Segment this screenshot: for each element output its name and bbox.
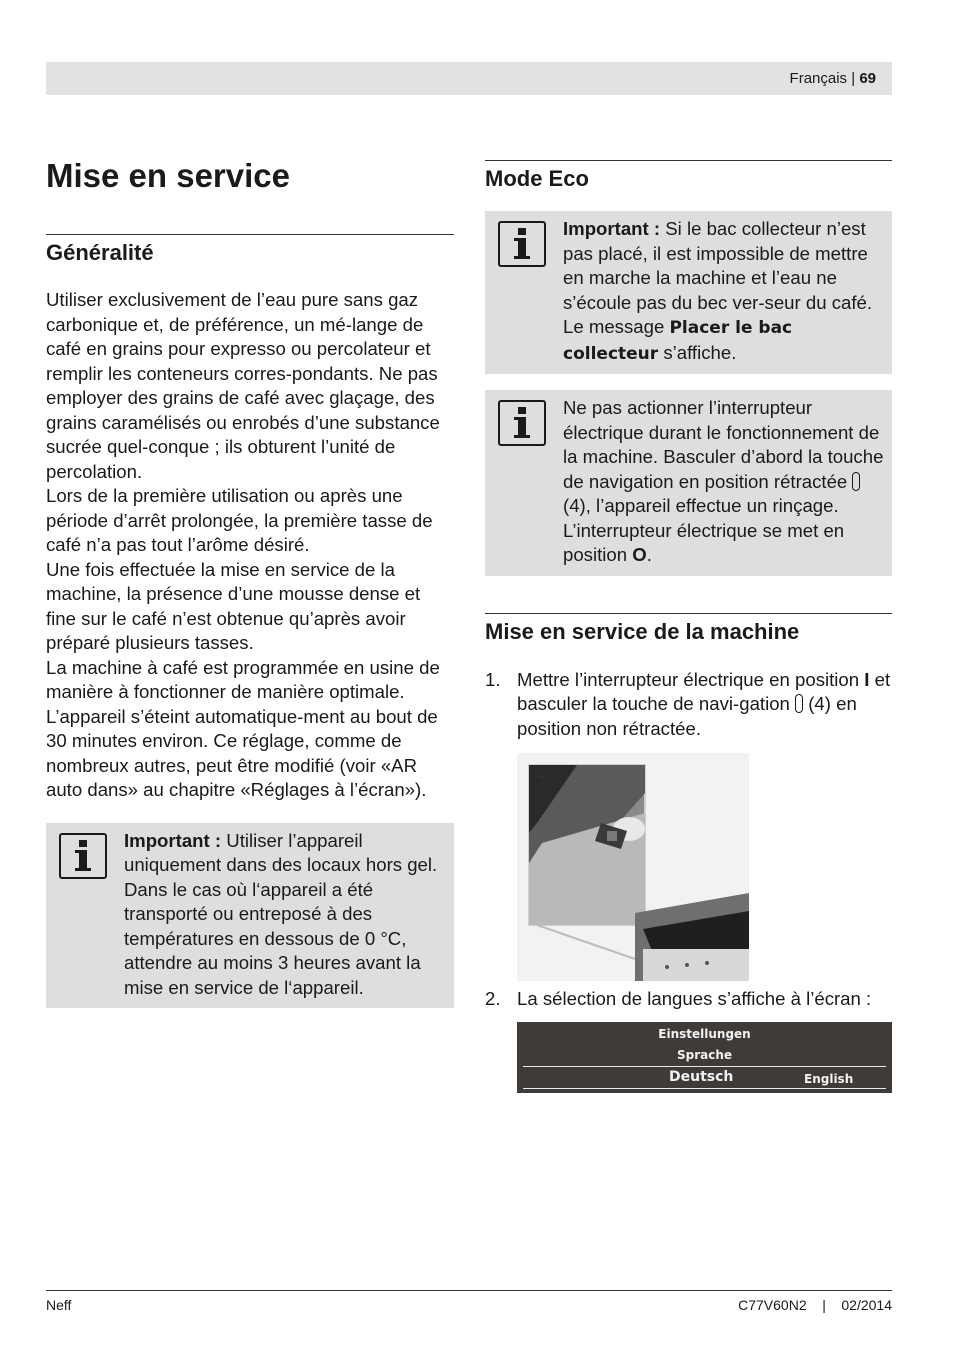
page-header bbox=[46, 62, 892, 95]
info-icon bbox=[498, 221, 546, 267]
step-number: 2. bbox=[485, 988, 501, 1009]
right-column bbox=[485, 160, 892, 1093]
section-divider bbox=[485, 160, 892, 161]
figure-number: 7 bbox=[537, 773, 546, 790]
step-text: La sélection de langues s’affiche à l’écran : bbox=[517, 988, 872, 1009]
step-text: Mettre l’interrupteur électrique en position bbox=[517, 668, 865, 690]
page-title: Mise en service bbox=[46, 157, 290, 194]
footer-divider bbox=[46, 1290, 892, 1291]
position-o: O bbox=[632, 544, 647, 565]
step-number: 1. bbox=[485, 668, 501, 690]
note-important-drip-tray bbox=[485, 211, 892, 374]
note-text: Utiliser l’appareil uniquement dans des locaux hors gel. Dans le cas où l‘appareil a été transporté ou entreposé à des températures en dessous de 0 °C, attendre au moins 3 heures avant la mise en service de l‘appareil. bbox=[124, 829, 438, 998]
navigation-key-icon bbox=[852, 472, 860, 491]
step-1 bbox=[485, 668, 892, 742]
note-text: Ne pas actionner l’interrupteur électrique durant le fonctionnement de la machine. Basculer d’abord la touche de navigation en position rétractée bbox=[563, 397, 884, 492]
header-page-info bbox=[790, 70, 876, 87]
step-text: (4) en position non rétractée. bbox=[517, 693, 857, 739]
info-icon bbox=[498, 400, 546, 446]
note-text: Si le bac collecteur n’est pas placé, il est impossible de mettre en marche la machine et l’eau ne s’écoule pas du bec ver-seur du café. Le message bbox=[563, 218, 873, 337]
header-separator: | bbox=[851, 70, 856, 87]
display-divider bbox=[523, 1088, 886, 1089]
note-text: . bbox=[646, 544, 652, 565]
position-i: I bbox=[864, 668, 870, 690]
page-number: 69 bbox=[859, 70, 876, 87]
display-message: Placer le bac collecteur bbox=[563, 318, 793, 364]
section-divider bbox=[46, 234, 454, 235]
display-line-language: Sprache bbox=[676, 1047, 733, 1062]
step-text: et basculer la touche de navi-gation bbox=[517, 668, 891, 714]
note-important-frost bbox=[46, 823, 454, 1009]
note-power-switch bbox=[485, 390, 892, 576]
note-text: s’affiche. bbox=[658, 341, 737, 363]
note-label: Important : bbox=[563, 218, 661, 239]
note-text: (4), l’appareil effectue un rinçage. L’interrupteur électrique se met en position bbox=[563, 495, 845, 565]
footer-model: C77V60N2 bbox=[738, 1297, 807, 1313]
note-label: Important : bbox=[124, 829, 222, 851]
left-column bbox=[46, 150, 454, 1008]
section-divider bbox=[485, 613, 892, 614]
paragraph: La machine à café est programmée en usine de manière à fonctionner de manière optimale. L’appareil s’éteint automatique-ment au bout de 30 minutes environ. Ce réglage, comme de nombreux autres, peut être modifié (voir «AR auto dans» au chapitre «Réglages à l’écran»). bbox=[46, 656, 440, 800]
section-title-mise-en-service-machine: Mise en service de la machine bbox=[485, 618, 800, 644]
display-line-settings: Einstellungen bbox=[658, 1026, 751, 1041]
machine-photo-illustration bbox=[517, 753, 749, 981]
footer-brand: Neff bbox=[46, 1297, 72, 1313]
display-option-selected: Deutsch bbox=[669, 1068, 734, 1085]
footer-info bbox=[738, 1297, 892, 1313]
footer-date: 02/2014 bbox=[841, 1297, 892, 1313]
header-language: Français bbox=[789, 70, 848, 87]
generalite-body bbox=[46, 288, 454, 803]
section-title-mode-eco: Mode Eco bbox=[485, 166, 589, 191]
step-2 bbox=[485, 987, 892, 1012]
paragraph: Lors de la première utilisation ou après une période d’arrêt prolongée, la première tasse de café n’a pas tout l’arôme désiré. bbox=[46, 485, 433, 555]
navigation-key-icon bbox=[795, 694, 803, 713]
info-icon bbox=[59, 833, 107, 879]
display-divider bbox=[523, 1066, 886, 1067]
section-title-generalite: Généralité bbox=[46, 240, 154, 265]
footer-separator: | bbox=[822, 1297, 826, 1313]
figure-machine-switch-photo bbox=[517, 753, 749, 981]
paragraph: Utiliser exclusivement de l’eau pure sans gaz carbonique et, de préférence, un mé-lange de café en grains pour expresso ou percolateur et remplir les conteneurs corres-pondants. Ne pas employer des grains de café avec glaçage, des grains caramélisés ou enrobés d’une substance sucrée quel-conque ; ils obturent l’unité de percolation. bbox=[46, 289, 440, 482]
machine-display-language-selection bbox=[517, 1022, 892, 1093]
paragraph: Une fois effectuée la mise en service de la machine, la présence d’une mousse dense et fine sur le café n’est obtenue qu’après avoir préparé plusieurs tasses. bbox=[46, 558, 421, 653]
display-option: English bbox=[804, 1071, 854, 1086]
